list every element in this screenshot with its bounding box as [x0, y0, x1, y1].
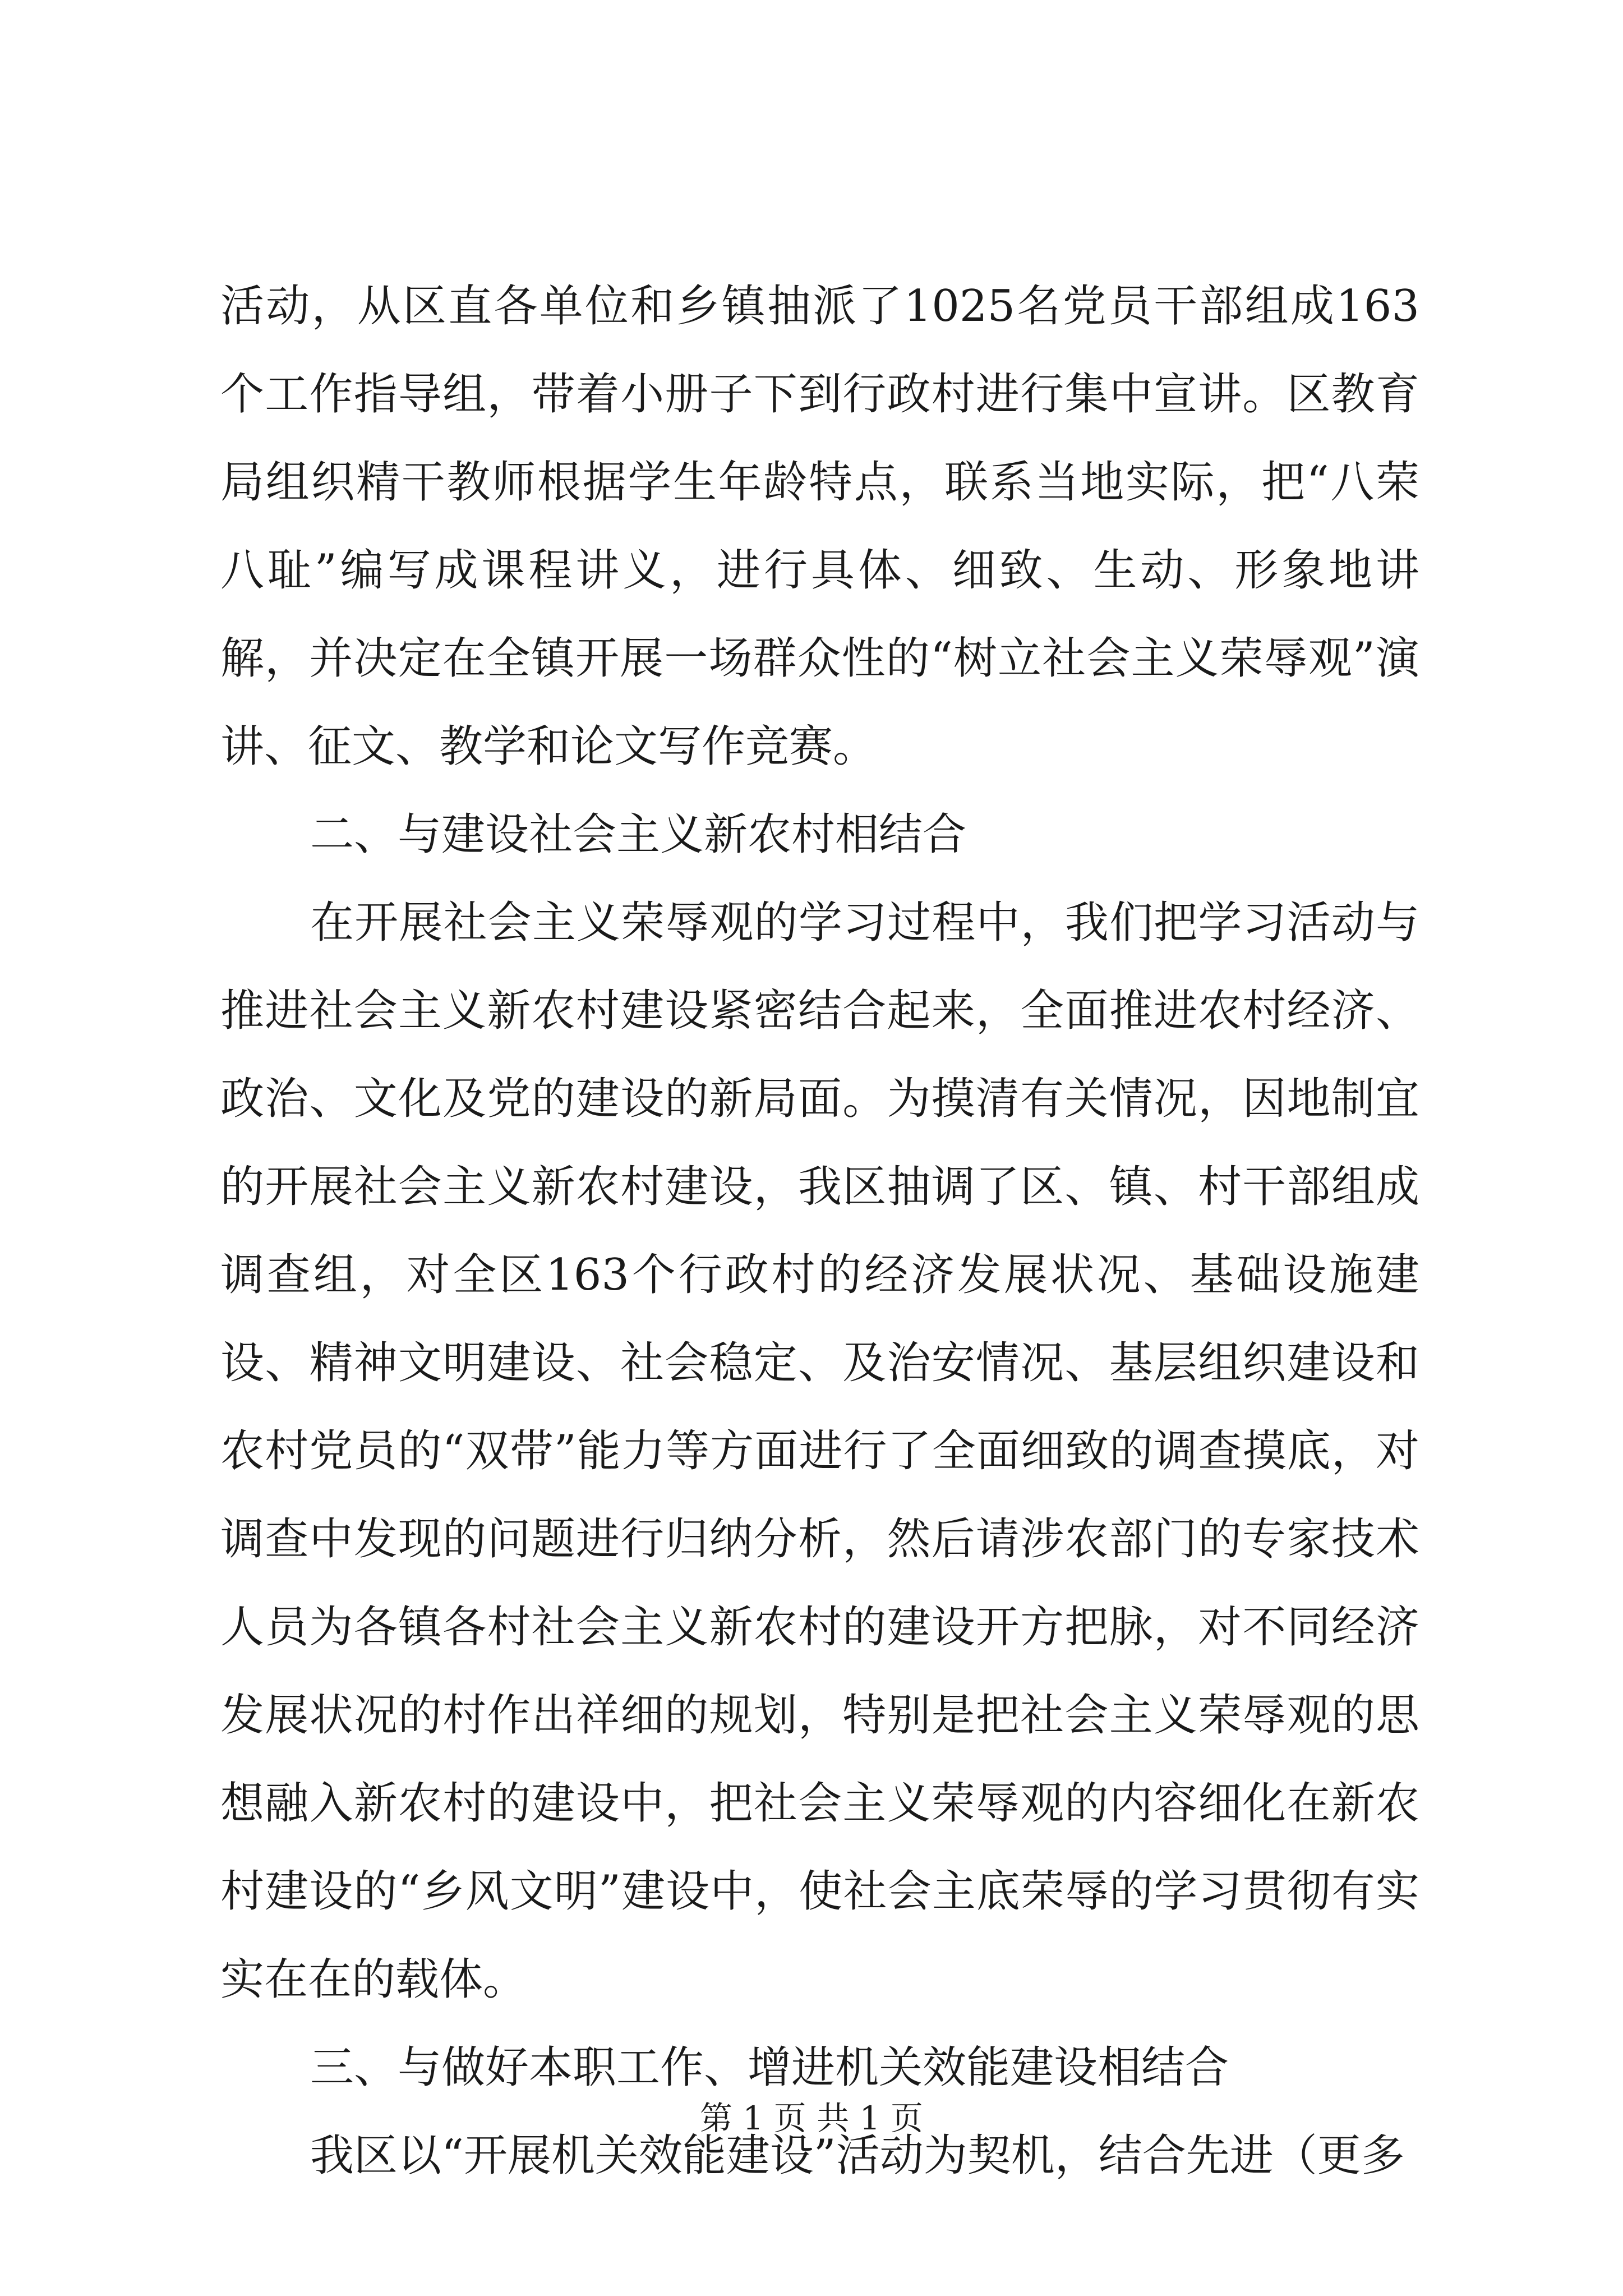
page-footer: 第 1 页 共 1 页 [700, 2099, 923, 2137]
paragraph-continuation: 活动，从区直各单位和乡镇抽派了1025名党员干部组成163个工作指导组，带着小册子下到行政村进行集中宣讲。区教育局组织精干教师根据学生年龄特点，联系当地实际，把“八荣八耻”编写成课程讲义，进行具体、细致、生动、形象地讲解，并决定在全镇开展一场群众性的“树立社会主义荣辱观”演讲、征文、教学和论文写作竞赛。 [220, 281, 1419, 772]
section-heading-3: 三、与做好本职工作、增进机关效能建设相结合 [310, 2042, 1229, 2093]
document-body [220, 263, 1419, 2200]
paragraph-section-3: 我区以“开展机关效能建设”活动为契机，结合先进（更多 [310, 2131, 1405, 2181]
paragraph-section-2: 在开展社会主义荣辱观的学习过程中，我们把学习活动与推进社会主义新农村建设紧密结合起来，全面推进农村经济、政治、文化及党的建设的新局面。为摸清有关情况，因地制宜的开展社会主义新农村建设，我区抽调了区、镇、村干部组成调查组，对全区163个行政村的经济发展状况、基础设施建设、精神文明建设、社会稳定、及治安情况、基层组织建设和农村党员的“双带”能力等方面进行了全面细致的调查摸底，对调查中发现的问题进行归纳分析，然后请涉农部门的专家技术人员为各镇各村社会主义新农村的建设开方把脉，对不同经济发展状况的村作出祥细的规划，特别是把社会主义荣辱观的思想融入新农村的建设中，把社会主义荣辱观的内容细化在新农村建设的“乡风文明”建设中，使社会主底荣辱的学习贯彻有实实在在的载体。 [220, 898, 1419, 2005]
section-heading-2: 二、与建设社会主义新农村相结合 [310, 809, 967, 860]
